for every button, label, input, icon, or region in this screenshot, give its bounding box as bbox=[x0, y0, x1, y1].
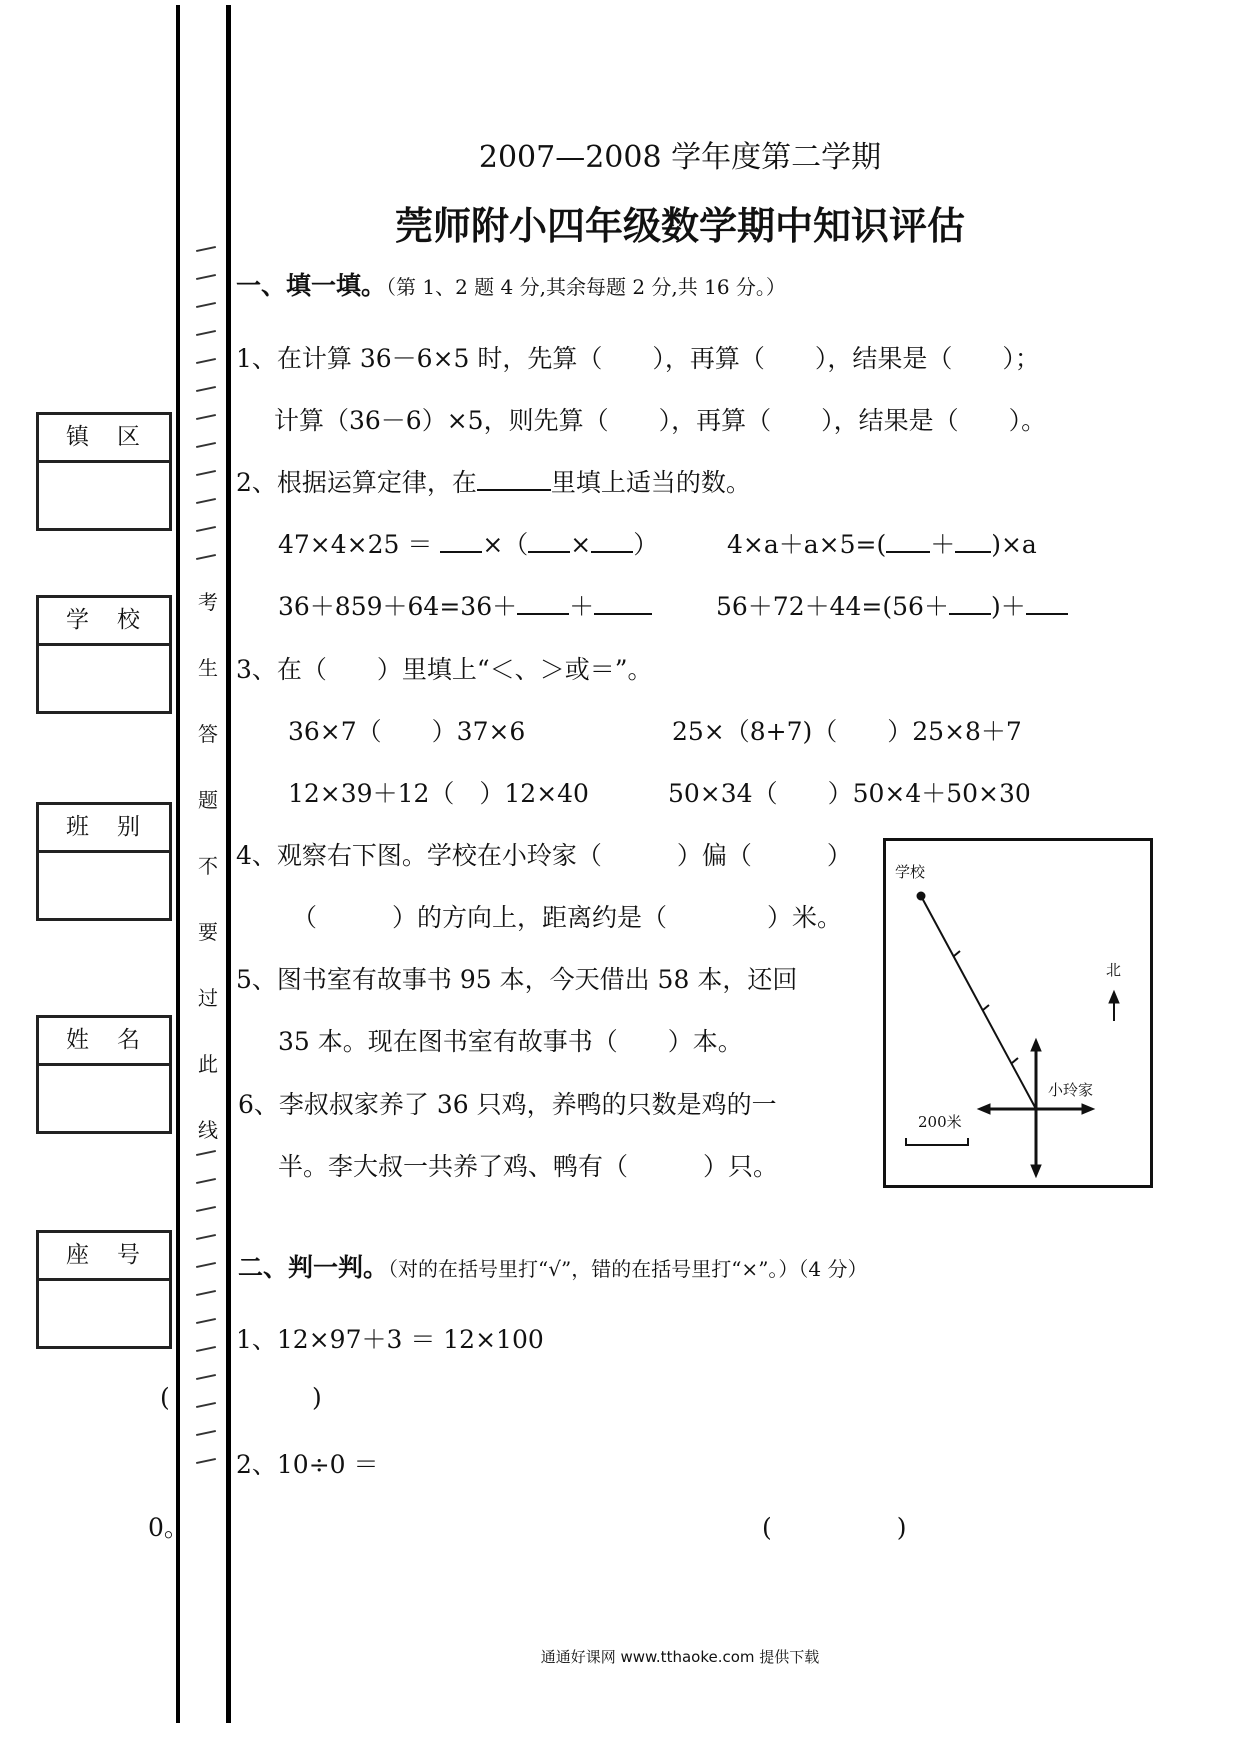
q2-title bbox=[236, 463, 751, 499]
notice-char: 要 bbox=[198, 920, 218, 944]
q6-line1: 6、李叔叔家养了 36 只鸡，养鸭的只数是鸡的一 bbox=[238, 1090, 777, 1119]
exam-title: 莞师附小四年级数学期中知识评估 bbox=[394, 203, 965, 248]
map-north-label: 北 bbox=[1106, 961, 1122, 979]
direction-map bbox=[883, 838, 1153, 1188]
q3-a: 36×7（ ）37×6 bbox=[288, 717, 526, 746]
q2-b-blank2[interactable] bbox=[955, 527, 991, 553]
school-box[interactable] bbox=[36, 595, 172, 714]
q2-row-a bbox=[278, 525, 658, 561]
stray-paren: ( bbox=[160, 1383, 170, 1412]
arrow-right bbox=[1082, 1104, 1094, 1114]
north-arrow-head bbox=[1109, 991, 1119, 1003]
name-label: 姓名 bbox=[39, 1018, 169, 1066]
notice-char: 生 bbox=[198, 656, 218, 680]
district-label: 镇区 bbox=[39, 415, 169, 463]
q2-example-blank bbox=[477, 465, 551, 491]
judge-q2-paren[interactable]: ( ) bbox=[762, 1513, 907, 1542]
map-school-label: 学校 bbox=[895, 863, 926, 881]
q5-line1: 5、图书室有故事书 95 本，今天借出 58 本，还回 bbox=[236, 965, 798, 994]
section2-heading bbox=[238, 1248, 868, 1284]
q2-row-d bbox=[716, 587, 1068, 623]
q1-line1: 1、在计算 36－6×5 时，先算（ ），再算（ ），结果是（ ）； bbox=[236, 344, 1040, 373]
q2-c-blank2[interactable] bbox=[594, 589, 652, 615]
stray-zero: 0。 bbox=[148, 1513, 189, 1542]
q3-d: 50×34（ ）50×4＋50×30 bbox=[668, 779, 1031, 808]
judge-q1: 1、12×97＋3 ＝ 12×100 bbox=[236, 1325, 544, 1354]
q2-b-end: )×a bbox=[991, 530, 1037, 559]
map-scale-label: 200米 bbox=[918, 1113, 962, 1131]
q2-b-plus: ＋ bbox=[930, 530, 956, 559]
arrow-up bbox=[1031, 1039, 1041, 1051]
seat-label: 座号 bbox=[39, 1233, 169, 1281]
path-line bbox=[921, 896, 1036, 1109]
year-line: 2007—2008 学年度第二学期 bbox=[478, 140, 882, 175]
q2-b-start: 4×a＋a×5=( bbox=[727, 530, 887, 559]
binding-line-right bbox=[226, 5, 231, 1723]
notice-char: 此 bbox=[198, 1052, 218, 1076]
q4-line1: 4、观察右下图。学校在小玲家（ ）偏（ ） bbox=[236, 841, 852, 870]
tick-mark bbox=[954, 951, 960, 956]
map-drawing bbox=[886, 841, 1150, 1185]
notice-char: 题 bbox=[198, 788, 218, 812]
seat-box[interactable] bbox=[36, 1230, 172, 1349]
q1-line2: 计算（36－6）×5，则先算（ ），再算（ ），结果是（ ）。 bbox=[274, 406, 1047, 435]
q2-b-blank1[interactable] bbox=[886, 527, 930, 553]
arrow-down bbox=[1031, 1165, 1041, 1177]
section1-title: 一、填一填。 bbox=[236, 271, 387, 300]
judge-q2: 2、10÷0 ＝ bbox=[236, 1450, 379, 1479]
notice-char: 不 bbox=[198, 854, 218, 878]
q3-b: 25×（8+7)（ ）25×8＋7 bbox=[672, 717, 1022, 746]
school-label: 学校 bbox=[39, 598, 169, 646]
class-box[interactable] bbox=[36, 802, 172, 921]
name-box[interactable] bbox=[36, 1015, 172, 1134]
q3-title: 3、在（ ）里填上“＜、＞或＝”。 bbox=[236, 655, 653, 684]
q4-line2: （ ）的方向上，距离约是（ ）米。 bbox=[292, 903, 843, 932]
arrow-left bbox=[978, 1104, 990, 1114]
tick-mark bbox=[1012, 1058, 1018, 1063]
q2-suffix: 里填上适当的数。 bbox=[550, 468, 751, 497]
q2-d-blank2[interactable] bbox=[1026, 589, 1068, 615]
map-home-label: 小玲家 bbox=[1048, 1081, 1094, 1099]
q6-line2: 半。李大叔一共养了鸡、鸭有（ ）只。 bbox=[278, 1152, 779, 1181]
q2-c-start: 36＋859＋64=36＋ bbox=[278, 592, 518, 621]
q2-a-blank2[interactable] bbox=[528, 527, 570, 553]
q2-row-c bbox=[278, 587, 652, 623]
q5-line2: 35 本。现在图书室有故事书（ ）本。 bbox=[278, 1027, 743, 1056]
notice-char: 线 bbox=[198, 1118, 218, 1142]
q2-a-end: ） bbox=[633, 530, 659, 559]
section1-note: （第 1、2 题 4 分,其余每题 2 分,共 16 分。） bbox=[386, 275, 786, 299]
district-box[interactable] bbox=[36, 412, 172, 531]
section2-note: （对的在括号里打“√”，错的在括号里打“×”。）（4 分） bbox=[388, 1257, 868, 1281]
q2-d-blank1[interactable] bbox=[949, 589, 991, 615]
notice-char: 过 bbox=[198, 986, 218, 1010]
section1-heading bbox=[236, 266, 786, 302]
q2-a-blank1[interactable] bbox=[440, 527, 482, 553]
notice-char: 答 bbox=[198, 722, 218, 746]
q2-prefix: 2、根据运算定律，在 bbox=[236, 468, 477, 497]
class-label: 班别 bbox=[39, 805, 169, 853]
q2-a-start: 47×4×25 ＝ bbox=[278, 530, 433, 559]
q3-c: 12×39＋12（ ）12×40 bbox=[288, 779, 589, 808]
q2-c-blank1[interactable] bbox=[517, 589, 569, 615]
tick-mark bbox=[983, 1005, 989, 1010]
q2-a-times: × bbox=[570, 530, 592, 559]
q2-d-start: 56＋72＋44=(56＋ bbox=[716, 592, 949, 621]
section2-title: 二、判一判。 bbox=[238, 1253, 389, 1282]
q2-c-plus: ＋ bbox=[569, 592, 595, 621]
notice-char: 考 bbox=[198, 590, 218, 614]
q2-a-mid: ×（ bbox=[482, 530, 529, 559]
q2-a-blank3[interactable] bbox=[591, 527, 633, 553]
q2-row-b bbox=[727, 525, 1037, 561]
binding-line-left bbox=[176, 5, 180, 1723]
judge-q1-paren: ) bbox=[312, 1383, 322, 1412]
footer-credit: 通通好课网 www.tthaoke.com 提供下载 bbox=[540, 1648, 820, 1666]
q2-d-mid: )＋ bbox=[990, 592, 1026, 621]
